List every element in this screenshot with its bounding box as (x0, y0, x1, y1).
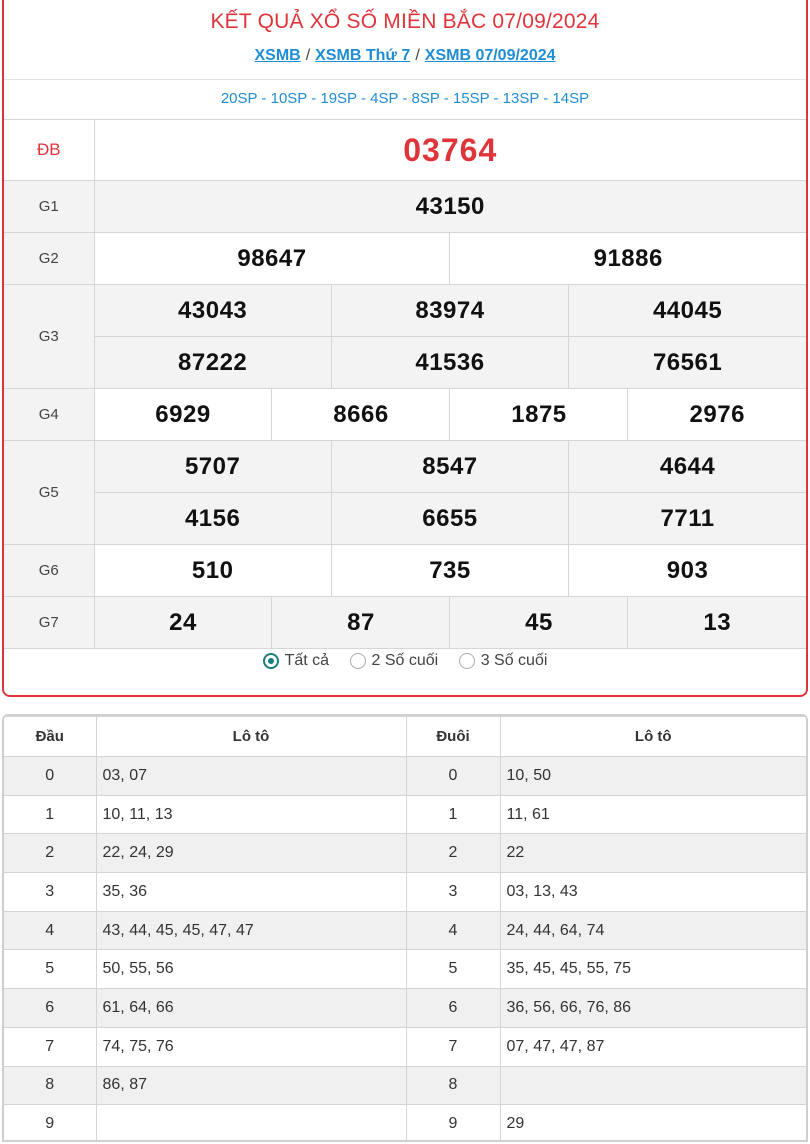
prize-row-g3 (4, 285, 806, 337)
prize-number: 8666 (272, 389, 450, 441)
head-digit: 8 (4, 1066, 96, 1105)
prize-number: 87222 (94, 337, 331, 389)
breadcrumb-separator: / (305, 47, 311, 64)
tail-values: 10, 50 (500, 757, 806, 796)
filter-option-last-2[interactable] (350, 652, 439, 670)
breadcrumb-separator: / (415, 47, 420, 64)
tail-values: 36, 56, 66, 76, 86 (500, 989, 806, 1028)
tail-values: 11, 61 (500, 795, 806, 834)
table-row (4, 1066, 806, 1105)
radio-icon[interactable] (459, 653, 475, 669)
table-row (4, 834, 806, 873)
prize-number: 510 (94, 545, 331, 597)
prize-number: 41536 (331, 337, 568, 389)
head-values: 61, 64, 66 (96, 989, 406, 1028)
page-title: KẾT QUẢ XỔ SỐ MIỀN BẮC 07/09/2024 (210, 10, 600, 33)
tail-digit: 5 (406, 950, 500, 989)
prize-row-g2 (4, 233, 806, 285)
prize-row-g3 (4, 337, 806, 389)
breadcrumb-xsmb-thu7-link[interactable]: XSMB Thứ 7 (315, 47, 411, 64)
prize-label: G6 (4, 545, 94, 597)
filter-option-label: 2 Số cuối (371, 652, 439, 669)
column-header-duoi: Đuôi (406, 717, 500, 757)
tail-values: 35, 45, 45, 55, 75 (500, 950, 806, 989)
tail-values: 03, 13, 43 (500, 873, 806, 912)
prize-row-g4 (4, 389, 806, 441)
prize-table (4, 119, 806, 649)
table-row (4, 911, 806, 950)
head-values: 74, 75, 76 (96, 1027, 406, 1066)
prize-label: G5 (4, 441, 94, 545)
radio-selected-icon[interactable] (263, 653, 279, 669)
head-values: 86, 87 (96, 1066, 406, 1105)
tail-digit: 4 (406, 911, 500, 950)
tail-values (500, 1066, 806, 1105)
special-codes: 20SP - 10SP - 19SP - 4SP - 8SP - 15SP - 13SP - 14SP (4, 79, 806, 119)
tail-values: 24, 44, 64, 74 (500, 911, 806, 950)
loto-body (4, 757, 806, 1143)
table-row (4, 989, 806, 1028)
prize-row-g1 (4, 181, 806, 233)
column-header-loto: Lô tô (96, 717, 406, 757)
table-row (4, 1027, 806, 1066)
breadcrumb (4, 47, 806, 65)
head-values: 43, 44, 45, 45, 47, 47 (96, 911, 406, 950)
table-row (4, 795, 806, 834)
prize-row-g6 (4, 545, 806, 597)
head-digit: 3 (4, 873, 96, 912)
prize-row-g5 (4, 493, 806, 545)
head-values (96, 1105, 406, 1142)
prize-row-g5 (4, 441, 806, 493)
head-digit: 2 (4, 834, 96, 873)
prize-number: 76561 (569, 337, 806, 389)
prize-number: 87 (272, 597, 450, 649)
head-digit: 9 (4, 1105, 96, 1142)
prize-label: G7 (4, 597, 94, 649)
breadcrumb-xsmb-date-link[interactable]: XSMB 07/09/2024 (424, 47, 556, 64)
head-values: 10, 11, 13 (96, 795, 406, 834)
table-row (4, 757, 806, 796)
head-digit: 4 (4, 911, 96, 950)
head-digit: 5 (4, 950, 96, 989)
head-digit: 1 (4, 795, 96, 834)
loto-card (2, 714, 808, 1142)
prize-number: 83974 (331, 285, 568, 337)
prize-number: 45 (450, 597, 628, 649)
tail-values: 29 (500, 1105, 806, 1142)
tail-digit: 1 (406, 795, 500, 834)
prize-label: G4 (4, 389, 94, 441)
results-card (2, 0, 808, 697)
head-values: 03, 07 (96, 757, 406, 796)
prize-number: 7711 (569, 493, 806, 545)
prize-label: G1 (4, 181, 94, 233)
head-digit: 6 (4, 989, 96, 1028)
prize-number: 43150 (94, 181, 806, 233)
prize-number: 24 (94, 597, 272, 649)
prize-number: 98647 (94, 233, 450, 285)
prize-number: 5707 (94, 441, 331, 493)
table-row (4, 873, 806, 912)
filter-option-label: Tất cả (284, 652, 330, 669)
special-prize-number: 03764 (94, 120, 806, 181)
prize-label: ĐB (4, 120, 94, 181)
prize-number: 903 (569, 545, 806, 597)
tail-digit: 8 (406, 1066, 500, 1105)
tail-digit: 3 (406, 873, 500, 912)
tail-values: 22 (500, 834, 806, 873)
head-digit: 0 (4, 757, 96, 796)
prize-number: 4156 (94, 493, 331, 545)
table-row (4, 1105, 806, 1142)
prize-number: 43043 (94, 285, 331, 337)
loto-header-row (4, 717, 806, 757)
filter-option-last-3[interactable] (459, 652, 548, 670)
column-header-loto: Lô tô (500, 717, 806, 757)
loto-table (4, 716, 806, 1142)
head-values: 50, 55, 56 (96, 950, 406, 989)
prize-row-db (4, 120, 806, 181)
filter-option-all[interactable] (263, 652, 329, 670)
prize-row-g7 (4, 597, 806, 649)
radio-icon[interactable] (350, 653, 366, 669)
prize-number: 6655 (331, 493, 568, 545)
breadcrumb-xsmb-link[interactable]: XSMB (254, 47, 301, 64)
prize-number: 6929 (94, 389, 272, 441)
filter-option-label: 3 Số cuối (480, 652, 548, 669)
prize-label: G2 (4, 233, 94, 285)
digit-filter (4, 652, 806, 674)
head-digit: 7 (4, 1027, 96, 1066)
tail-digit: 9 (406, 1105, 500, 1142)
tail-digit: 0 (406, 757, 500, 796)
tail-digit: 7 (406, 1027, 500, 1066)
tail-digit: 6 (406, 989, 500, 1028)
prize-number: 44045 (569, 285, 806, 337)
head-values: 35, 36 (96, 873, 406, 912)
tail-values: 07, 47, 47, 87 (500, 1027, 806, 1066)
prize-label: G3 (4, 285, 94, 389)
prize-number: 2976 (628, 389, 806, 441)
prize-number: 735 (331, 545, 568, 597)
prize-number: 4644 (569, 441, 806, 493)
tail-digit: 2 (406, 834, 500, 873)
prize-number: 91886 (450, 233, 806, 285)
column-header-dau: Đầu (4, 717, 96, 757)
prize-number: 13 (628, 597, 806, 649)
prize-number: 1875 (450, 389, 628, 441)
table-row (4, 950, 806, 989)
head-values: 22, 24, 29 (96, 834, 406, 873)
prize-number: 8547 (331, 441, 568, 493)
